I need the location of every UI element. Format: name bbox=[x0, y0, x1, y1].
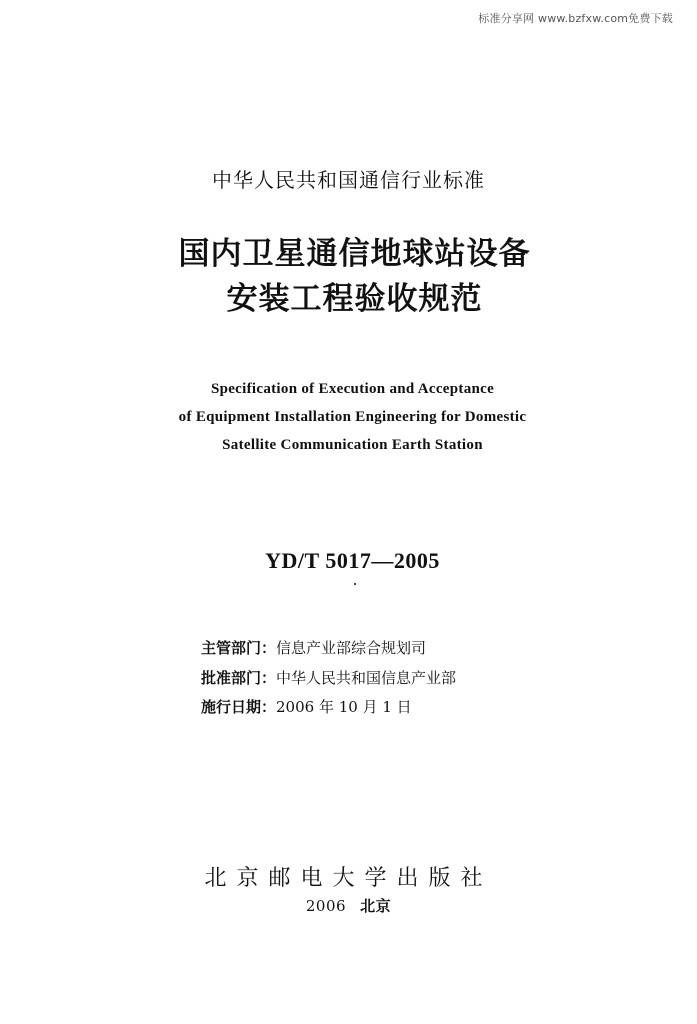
standard-code: YD/T 5017—2005 bbox=[265, 548, 440, 573]
authority-row bbox=[201, 637, 426, 658]
authority-label: 主管部门： bbox=[201, 639, 277, 657]
document-title-cn-line1: 国内卫星通信地球站设备 bbox=[178, 236, 531, 272]
scan-speck bbox=[354, 583, 356, 585]
approval-value: 中华人民共和国信息产业部 bbox=[276, 669, 457, 687]
publication-city: 北京 bbox=[360, 897, 392, 915]
watermark-text: 标准分享网 www.bzfxw.com免费下载 bbox=[478, 12, 673, 25]
effective-date-value: 2006 年 10 月 1 日 bbox=[276, 698, 412, 716]
effective-date-label: 施行日期： bbox=[201, 698, 277, 716]
publication-year: 2006 bbox=[305, 897, 347, 915]
document-title-en-line3: Satellite Communication Earth Station bbox=[222, 437, 483, 453]
publisher-name: 北京邮电大学出版社 bbox=[204, 866, 493, 891]
document-title-en-line1: Specification of Execution and Acceptance bbox=[210, 381, 495, 397]
approval-row bbox=[201, 667, 456, 688]
approval-label: 批准部门： bbox=[201, 669, 277, 687]
standard-series-title: 中华人民共和国通信行业标准 bbox=[212, 168, 485, 192]
authority-value: 信息产业部综合规划司 bbox=[276, 639, 427, 657]
document-title-en-line2: of Equipment Installation Engineering for Domestic bbox=[178, 409, 527, 425]
publication-info bbox=[0, 895, 697, 916]
effective-date-row bbox=[201, 696, 412, 717]
document-title-cn-line2: 安装工程验收规范 bbox=[226, 281, 483, 317]
